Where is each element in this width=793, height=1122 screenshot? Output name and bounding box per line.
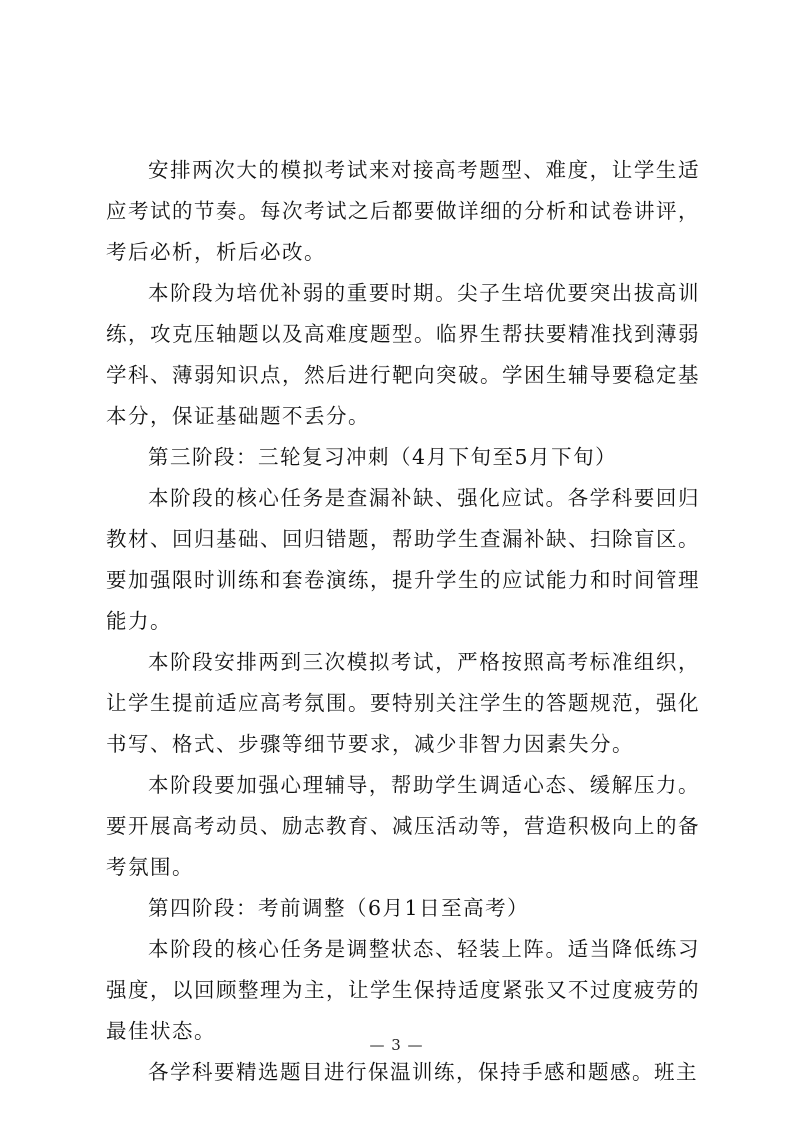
paragraph-psychological-support: 本阶段要加强心理辅导，帮助学生调适心态、缓解压力。要开展高考动员、励志教育、减压活动等，营造积极向上的备考氛围。 — [106, 773, 700, 879]
stage-four-heading: 第四阶段：考前调整（6月1日至高考） — [148, 896, 530, 920]
paragraph-warmup-training: 各学科要精选题目进行保温训练，保持手感和题感。班主 — [148, 1060, 698, 1084]
paragraph-stage-three-exams: 本阶段安排两到三次模拟考试，严格按照高考标准组织，让学生提前适应高考氛围。要特别关注学生的答题规范，强化书写、格式、步骤等细节要求，减少非智力因素失分。 — [106, 650, 700, 756]
paragraph-tutoring: 本阶段为培优补弱的重要时期。尖子生培优要突出拔高训练，攻克压轴题以及高难度题型。临界生帮扶要精准找到薄弱学科、薄弱知识点，然后进行靶向突破。学困生辅导要稳定基本分，保证基础题不丢分。 — [106, 281, 700, 428]
paragraph-stage-three-tasks: 本阶段的核心任务是查漏补缺、强化应试。各学科要回归教材、回归基础、回归错题，帮助学生查漏补缺、扫除盲区。要加强限时训练和套卷演练，提升学生的应试能力和时间管理能力。 — [106, 486, 700, 633]
paragraph-stage-four-tasks: 本阶段的核心任务是调整状态、轻装上阵。适当降低练习强度，以回顾整理为主，让学生保持适度紧张又不过度疲劳的最佳状态。 — [106, 937, 700, 1043]
document-body — [106, 150, 700, 1093]
page-number: — 3 — — [369, 1036, 424, 1054]
stage-three-heading: 第三阶段：三轮复习冲刺（4月下旬至5月下旬） — [148, 445, 618, 469]
paragraph-mock-exams: 安排两次大的模拟考试来对接高考题型、难度，让学生适应考试的节奏。每次考试之后都要做详细的分析和试卷讲评，考后必析，析后必改。 — [106, 158, 700, 264]
